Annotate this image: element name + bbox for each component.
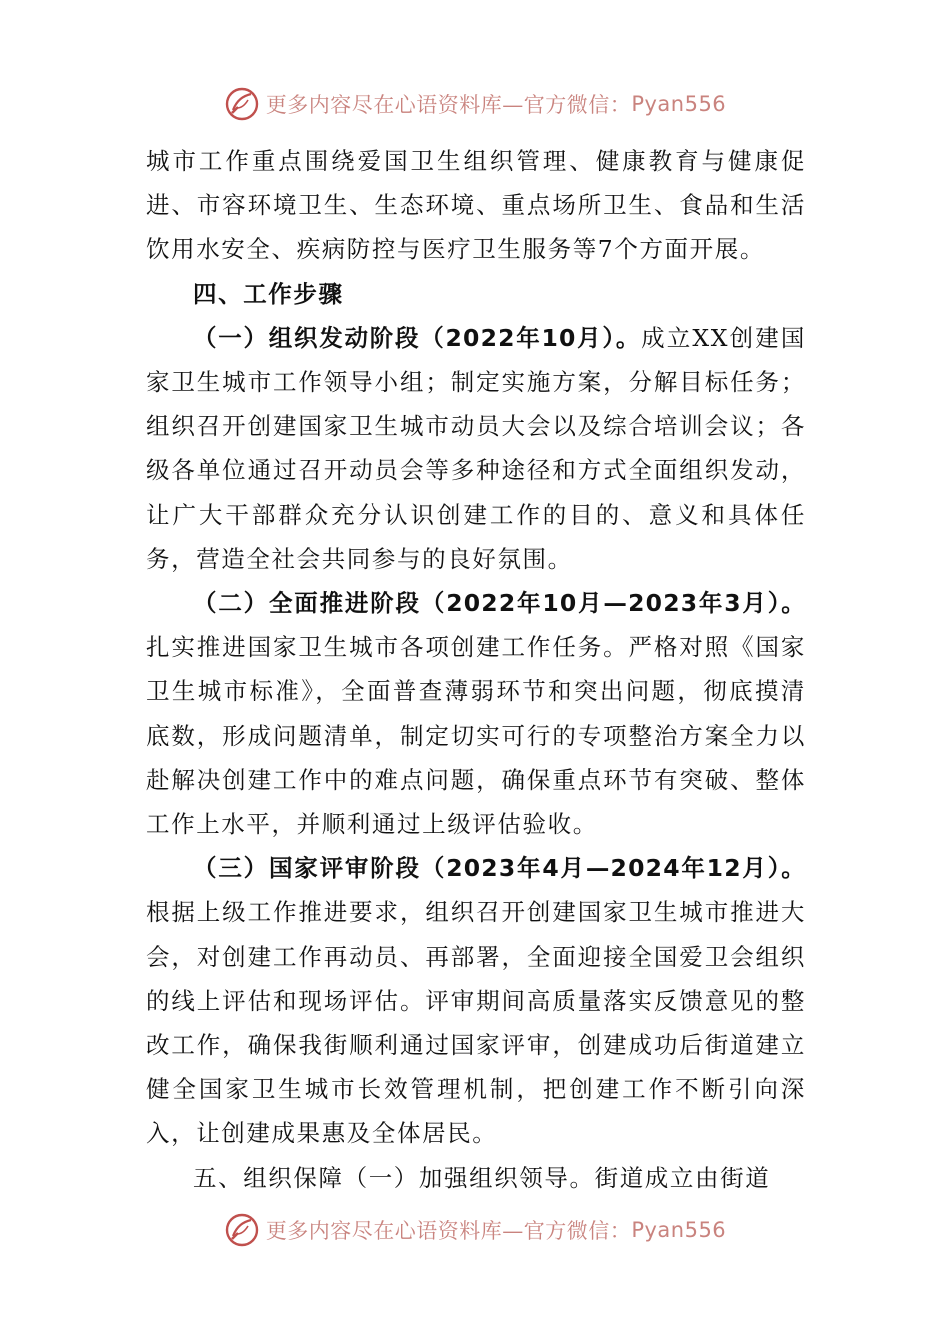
- header-watermark: [0, 82, 950, 126]
- stage-2-body: 扎实推进国家卫生城市各项创建工作任务。严格对照《国家卫生城市标准》，全面普查薄弱环节和突出问题，彻底摸清底数，形成问题清单，制定切实可行的专项整治方案全力以赴解决创建工作中的难点问题，确保重点环节有突破、整体工作上水平，并顺利通过上级评估验收。: [146, 633, 806, 839]
- stage-2-title: （二）全面推进阶段（2022年10月—2023年3月）。: [193, 589, 806, 618]
- section-heading-work-steps: 四、工作步骤: [193, 279, 344, 308]
- paragraph-scope: 城市工作重点围绕爱国卫生组织管理、健康教育与健康促进、市容环境卫生、生态环境、重点场所卫生、食品和生活饮用水安全、疾病防控与医疗卫生服务等7个方面开展。: [146, 147, 806, 264]
- watermark-text: 更多内容尽在心语资料库—官方微信：: [265, 93, 632, 117]
- footer-watermark: [0, 1208, 950, 1252]
- paragraph-stage-3: [146, 846, 806, 1155]
- stage-1-body: 成立XX创建国家卫生城市工作领导小组；制定实施方案，分解目标任务；组织召开创建国家卫生城市动员大会以及综合培训会议；各级各单位通过召开动员会等多种途径和方式全面组织发动，让广大干部群众充分认识创建工作的目的、意义和具体任务，营造全社会共同参与的良好氛围。: [146, 323, 806, 573]
- document-body: [146, 139, 806, 1200]
- paragraph-stage-2: [146, 581, 806, 846]
- paragraph-organization: 五、组织保障（一）加强组织领导。街道成立由街道: [193, 1163, 771, 1192]
- signature-pen-logo-icon: [224, 1212, 260, 1248]
- watermark-wechat-id: Pyan556: [631, 92, 727, 116]
- signature-pen-logo-icon: [224, 86, 260, 122]
- stage-3-title: （三）国家评审阶段（2023年4月—2024年12月）。: [193, 854, 806, 883]
- stage-1-title: （一）组织发动阶段（2022年10月）。: [193, 323, 642, 352]
- paragraph-stage-1: [146, 316, 806, 581]
- watermark-text: 更多内容尽在心语资料库—官方微信：: [265, 1219, 632, 1243]
- watermark-wechat-id: Pyan556: [631, 1218, 727, 1242]
- stage-3-body: 根据上级工作推进要求，组织召开创建国家卫生城市推进大会，对创建工作再动员、再部署，全面迎接全国爱卫会组织的线上评估和现场评估。评审期间高质量落实反馈意见的整改工作，确保我街顺利通过国家评审，创建成功后街道建立健全国家卫生城市长效管理机制，把创建工作不断引向深入，让创建成果惠及全体居民。: [146, 898, 806, 1148]
